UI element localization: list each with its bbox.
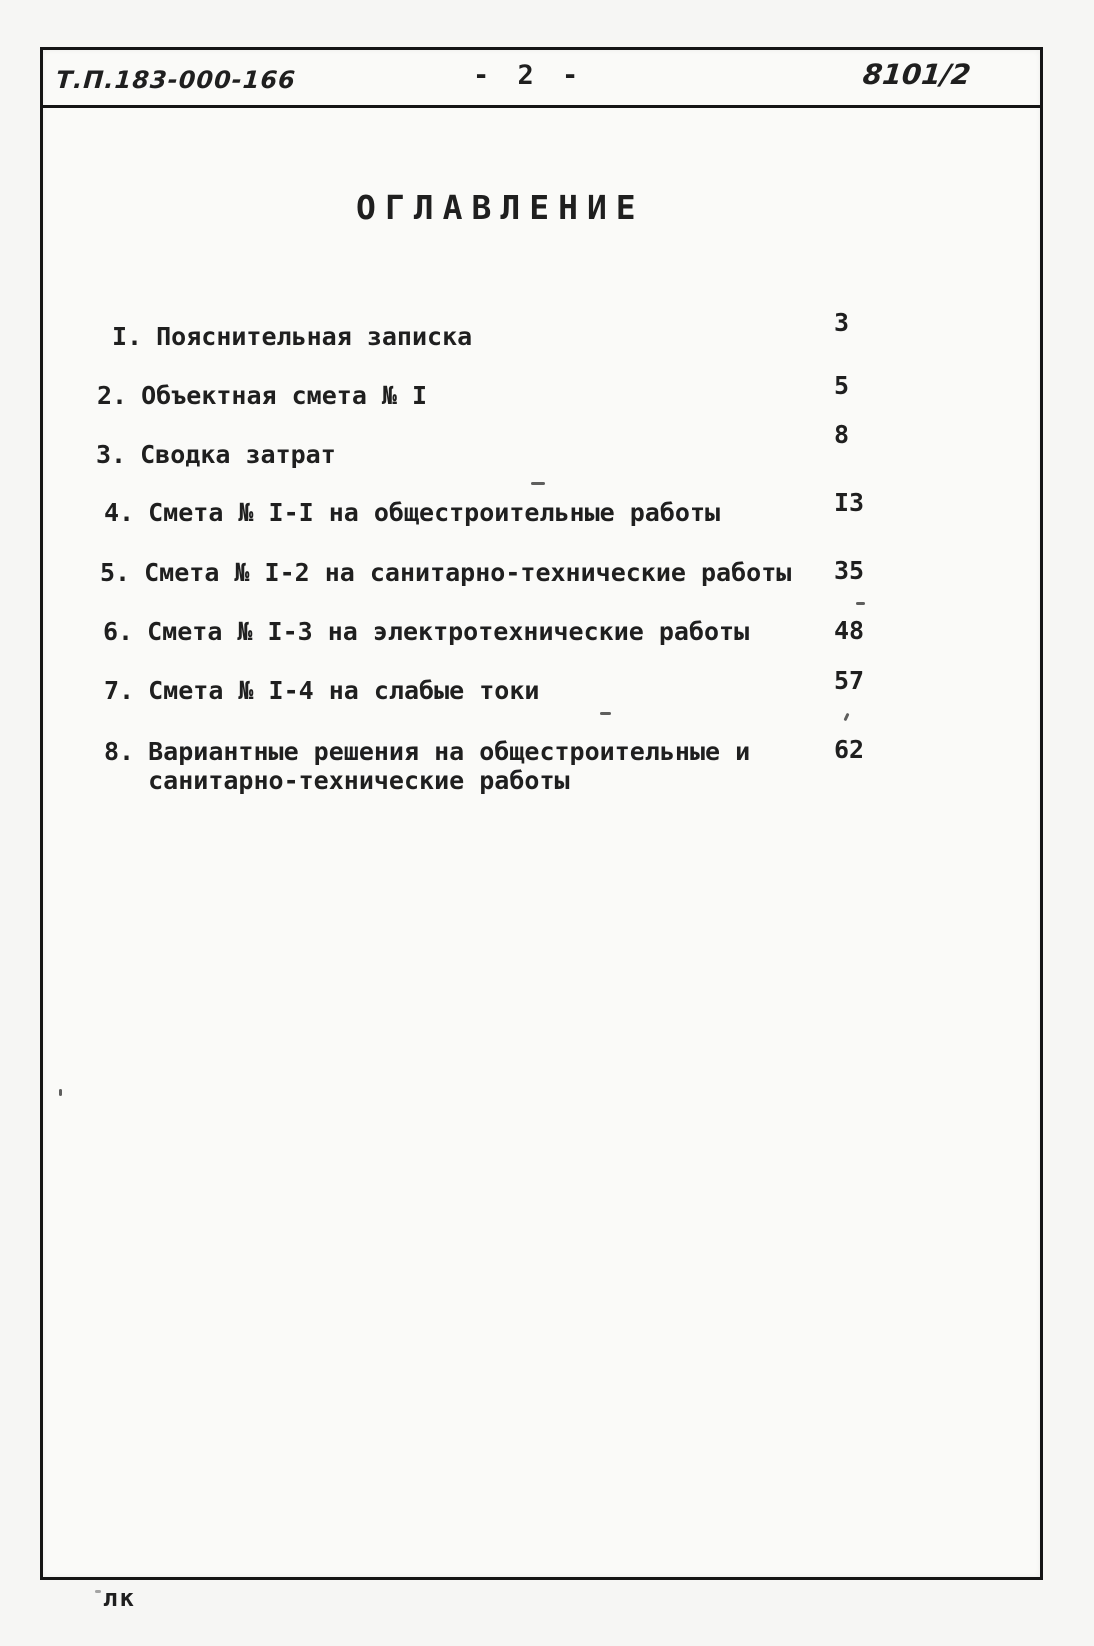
toc-list bbox=[43, 50, 1040, 1577]
page-number: - 2 - bbox=[473, 60, 585, 91]
toc-row bbox=[43, 666, 1040, 705]
toc-item-label: Пояснительная записка bbox=[156, 322, 473, 351]
toc-item-number: 8. bbox=[104, 737, 135, 766]
toc-item-number: 7. bbox=[104, 676, 135, 705]
toc-row bbox=[43, 617, 1040, 646]
toc-row bbox=[43, 420, 1040, 469]
toc-item-label: Смета № I-2 на санитарно-технические работы bbox=[144, 558, 792, 587]
toc-item-label: Вариантные решения на общестроительные и санитарно-технические работы bbox=[148, 737, 751, 795]
toc-row bbox=[43, 737, 1040, 795]
toc-item-page: I3 bbox=[834, 488, 865, 517]
toc-row bbox=[43, 308, 1040, 351]
toc-item-page: 48 bbox=[834, 616, 865, 645]
page-frame bbox=[40, 47, 1043, 1580]
toc-item-number: 6. bbox=[103, 617, 134, 646]
scan-artifact bbox=[600, 712, 611, 715]
toc-item-number: I. bbox=[112, 322, 143, 351]
toc-row bbox=[43, 558, 1040, 587]
toc-item-page: 3 bbox=[834, 308, 850, 337]
toc-item-page: 5 bbox=[834, 371, 850, 400]
toc-row bbox=[43, 488, 1040, 527]
footer-initials: лк bbox=[103, 1584, 136, 1612]
toc-item-label: Смета № I-I на общестроительные работы bbox=[148, 498, 721, 527]
toc-item-label: Сводка затрат bbox=[140, 440, 336, 469]
toc-item-number: 4. bbox=[104, 498, 135, 527]
scan-artifact bbox=[59, 1089, 62, 1096]
sheet-code: 8101/2 bbox=[861, 58, 973, 91]
scan-artifact bbox=[531, 482, 545, 485]
document-number: Т.П.183-000-166 bbox=[55, 66, 297, 94]
toc-item-page: 35 bbox=[834, 556, 865, 585]
toc-item-number: 2. bbox=[97, 381, 128, 410]
toc-item-number: 5. bbox=[100, 558, 131, 587]
scan-artifact bbox=[95, 1590, 101, 1593]
toc-item-label: Смета № I-4 на слабые токи bbox=[148, 676, 540, 705]
page-title: ОГЛАВЛЕНИЕ bbox=[356, 188, 645, 227]
toc-item-label: Объектная смета № I bbox=[141, 381, 428, 410]
toc-item-page: 8 bbox=[834, 420, 850, 449]
toc-item-number: 3. bbox=[96, 440, 127, 469]
toc-item-page: 57 bbox=[834, 666, 865, 695]
toc-row bbox=[43, 371, 1040, 410]
toc-item-page: 62 bbox=[834, 735, 865, 764]
scan-artifact bbox=[856, 602, 865, 605]
toc-item-label: Смета № I-3 на электротехнические работы bbox=[147, 617, 750, 646]
